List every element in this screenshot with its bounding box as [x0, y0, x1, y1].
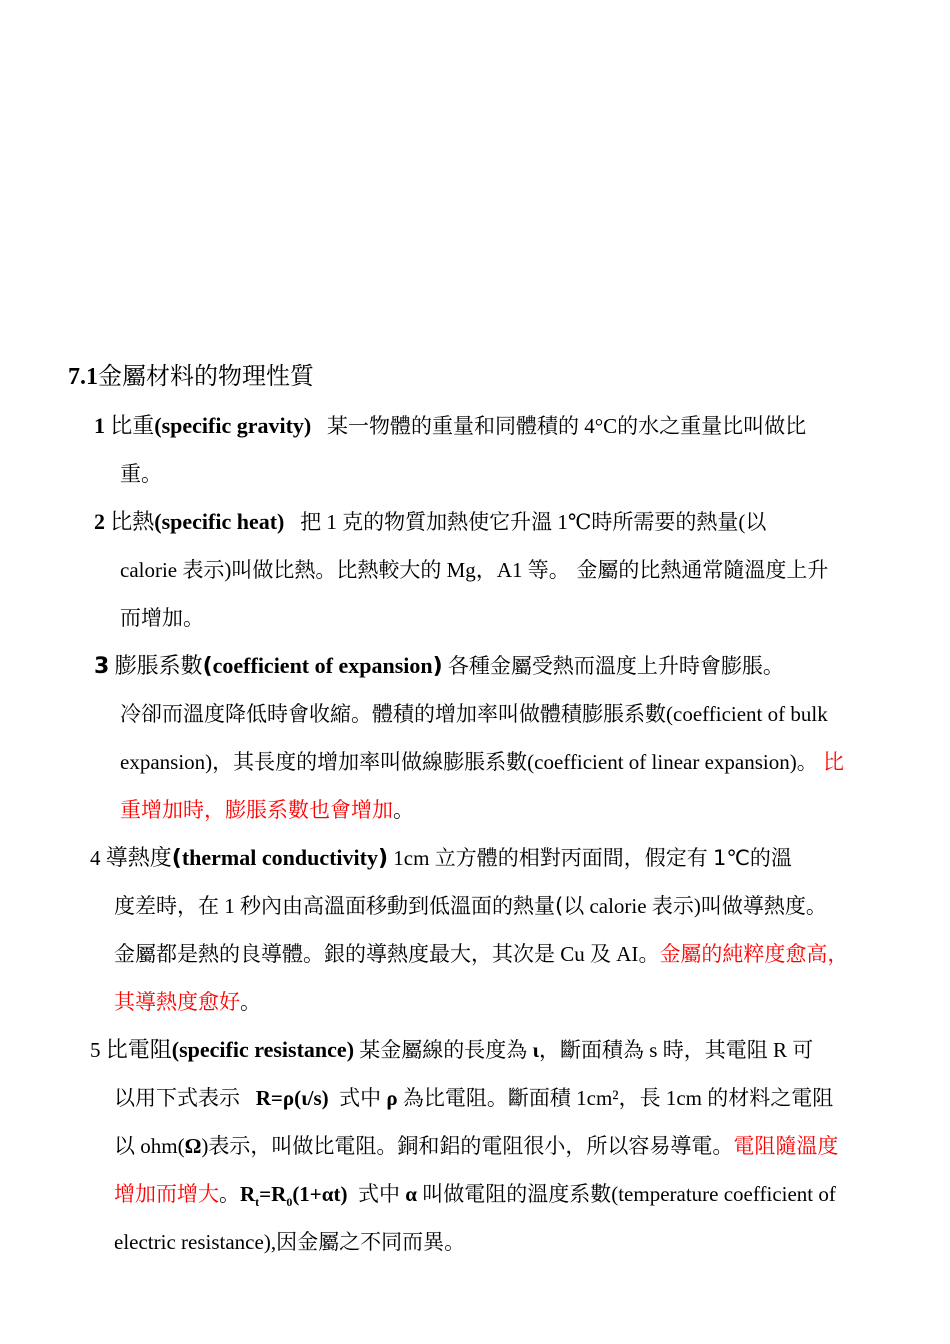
- s4-text: 立方體的相對丙面間，假定有: [434, 846, 708, 870]
- s2-text-6: 等。 金屬的比熱通常隨溫度上升: [527, 558, 829, 582]
- s3-term-bulk-2: expansion): [120, 750, 213, 774]
- s2-paren: (以: [738, 510, 767, 534]
- s4-title-zh: 導熱度: [105, 846, 172, 871]
- s2-text-5: 叫做比熱。比熱較大的: [231, 558, 442, 582]
- s5-formula-0: 0: [286, 1195, 293, 1210]
- s3-text-2: 冷卻而溫度降低時會收縮。體積的增加率叫做體積膨脹系數: [120, 702, 666, 726]
- s5-number: 5: [90, 1038, 101, 1062]
- s5-title-en: (specific resistance): [171, 1037, 355, 1062]
- s1-number: 1: [94, 413, 105, 438]
- s3-title-en: coefficient of expansion: [212, 653, 433, 678]
- s4-period-2: 。: [240, 990, 261, 1014]
- s5-text-7: 為比電阻。斷面積: [402, 1086, 571, 1110]
- s5-omega: Ω: [184, 1134, 202, 1158]
- s5-text-3: 時，其電阻: [662, 1038, 768, 1062]
- s4-and: 及: [590, 942, 612, 966]
- s2-temp: 1℃: [557, 510, 592, 534]
- s4-number: 4: [90, 846, 101, 870]
- s4-text-6: 叫做導熱度。: [700, 894, 827, 918]
- s4-period: 。: [638, 942, 660, 966]
- s5-s: s: [649, 1038, 658, 1062]
- s4-calorie: calorie: [589, 894, 647, 918]
- s4-paren-open: (: [171, 846, 182, 871]
- s1-temp: 4°C: [584, 414, 618, 438]
- s5-text-11: 表示，叫做比電阻。銅和鋁的電阻很小，所以容易導電。: [208, 1134, 734, 1158]
- s3-period-2: 。: [393, 798, 414, 822]
- s5-text-4: 可: [792, 1038, 814, 1062]
- s4-paren: (以: [555, 894, 585, 918]
- s3-term-linear: (coefficient of linear expansion): [527, 750, 797, 774]
- s5-highlight: 電阻隨溫度: [733, 1134, 839, 1158]
- s2-line-3: [120, 604, 204, 632]
- s5-line-5: [114, 1228, 465, 1256]
- s4-line-4: [114, 988, 261, 1016]
- s5-text-6: 式中: [339, 1086, 382, 1110]
- s5-length-symbol: ι: [532, 1038, 540, 1062]
- s2-title-zh: 比熱: [110, 510, 155, 535]
- s5-text-13: 叫做電阻的溫度系數: [422, 1182, 612, 1206]
- s5-formula-eq: =R: [259, 1182, 287, 1206]
- s2-text-2: 克的物質加熱使它升溫: [342, 510, 553, 534]
- section-heading: [68, 362, 314, 391]
- s5-rho: ρ: [386, 1086, 398, 1110]
- s5-line-2: [114, 1084, 833, 1112]
- s4-title-en: thermal conductivity: [181, 845, 378, 870]
- s2-line-2: [120, 556, 828, 584]
- s3-number: 3: [94, 654, 110, 679]
- s4-highlight: 金屬的純粹度愈高，: [659, 942, 849, 966]
- s5-text-2: ，斷面積為: [539, 1038, 645, 1062]
- s5-text-12: 式中: [357, 1182, 400, 1206]
- s3-paren-close: ): [432, 654, 443, 679]
- s2-line-1: [94, 508, 766, 537]
- s3-line-1: [94, 652, 784, 681]
- s5-line-3: [114, 1132, 838, 1160]
- s3-text-3: ，其長度的增加率叫做線膨脹系數: [212, 750, 528, 774]
- s5-paren: ): [201, 1134, 209, 1158]
- s1-title-zh: 比重: [110, 414, 155, 439]
- s2-text-7: 而增加。: [120, 606, 204, 630]
- s5-term-temp-coef-2: electric resistance),: [114, 1230, 277, 1254]
- s2-a1: A1: [496, 558, 523, 582]
- s1-line-1: [94, 412, 806, 441]
- s5-formula-r: R: [240, 1182, 256, 1206]
- s4-line-1: [90, 844, 792, 873]
- s3-line-3: [120, 748, 844, 776]
- s4-1cm: 1cm: [393, 846, 430, 870]
- s2-calorie: calorie: [120, 558, 178, 582]
- s5-text-14: 因金屬之不同而異。: [276, 1230, 466, 1254]
- s5-r: R: [772, 1038, 787, 1062]
- s5-title-zh: 比電阻: [105, 1038, 172, 1063]
- s5-area: 1cm²: [576, 1086, 619, 1110]
- s5-ohm: ohm(: [140, 1134, 185, 1158]
- s5-text: 某金屬線的長度為: [359, 1038, 528, 1062]
- s2-paren-2: ): [224, 558, 232, 582]
- s4-highlight-2: 其導熱度愈好: [114, 990, 240, 1014]
- s5-1cm: 1cm: [665, 1086, 702, 1110]
- s5-text-10: 以: [114, 1134, 135, 1158]
- s5-text-5: 以用下式表示: [114, 1086, 240, 1110]
- s3-paren-open: (: [202, 654, 213, 679]
- s1-title-en: (specific gravity): [154, 413, 312, 438]
- s4-line-3: [114, 940, 848, 968]
- s5-formula-t: t: [255, 1195, 260, 1210]
- s5-line-1: [90, 1036, 813, 1065]
- s3-text: 各種金屬受熱而溫度上升時會膨脹。: [447, 654, 784, 678]
- heading-number: 7.1: [68, 364, 98, 390]
- s1-text-3: 重。: [120, 462, 162, 486]
- s5-formula-rest: (1+αt): [292, 1182, 348, 1206]
- s3-title-zh: 膨脹系數: [114, 654, 203, 679]
- s5-text-8: ，長: [618, 1086, 661, 1110]
- s2-title-en: (specific heat): [154, 509, 285, 534]
- s3-period: 。: [796, 750, 818, 774]
- s1-line-2: [120, 460, 162, 488]
- s3-line-2: [120, 700, 828, 728]
- s4-text-4: 秒內由高溫面移動到低溫面的熱量: [240, 894, 555, 918]
- heading-text: 金屬材料的物理性質: [98, 362, 314, 390]
- s2-comma: ，: [475, 558, 497, 582]
- s3-line-4: [120, 796, 414, 824]
- s5-highlight-2: 增加而增大: [114, 1182, 219, 1206]
- s2-mg: Mg: [446, 558, 476, 582]
- s5-text-9: 的材料之電阻: [707, 1086, 834, 1110]
- s2-num-1: 1: [326, 510, 337, 534]
- s4-paren-2: ): [693, 894, 701, 918]
- s2-text-3: 時所需要的熱量: [591, 510, 739, 534]
- s4-text-7: 金屬都是熱的良導體。銀的導熱度最大，其次是: [114, 942, 555, 966]
- s5-alpha: α: [405, 1182, 417, 1206]
- s4-line-2: [114, 892, 827, 920]
- s1-text-2: 的水之重量比叫做比: [617, 414, 807, 438]
- s2-number: 2: [94, 509, 105, 534]
- s1-text: 某一物體的重量和同體積的: [327, 414, 580, 438]
- s4-text-3: 度差時，在: [114, 894, 219, 918]
- s3-highlight: 比: [822, 750, 844, 774]
- s3-highlight-2: 重增加時，膨脹系數也會增加: [120, 798, 393, 822]
- s5-line-4: [114, 1180, 836, 1216]
- s5-period: 。: [219, 1182, 240, 1206]
- s5-formula-2: [240, 1182, 348, 1210]
- s4-one: 1: [224, 894, 235, 918]
- s3-term-bulk: (coefficient of bulk: [666, 702, 828, 726]
- s4-cu: Cu: [560, 942, 585, 966]
- s5-term-temp-coef: (temperature coefficient of: [611, 1182, 836, 1206]
- s4-text-2: 的溫: [749, 846, 792, 870]
- s4-text-5: 表示: [651, 894, 694, 918]
- s2-text: 把: [300, 510, 322, 534]
- s4-ai: AI: [616, 942, 639, 966]
- s5-formula-1: R=ρ(ι/s): [255, 1086, 329, 1110]
- s2-text-4: 表示: [182, 558, 225, 582]
- s4-temp: 1℃: [712, 846, 750, 870]
- s4-paren-close: ): [377, 846, 389, 871]
